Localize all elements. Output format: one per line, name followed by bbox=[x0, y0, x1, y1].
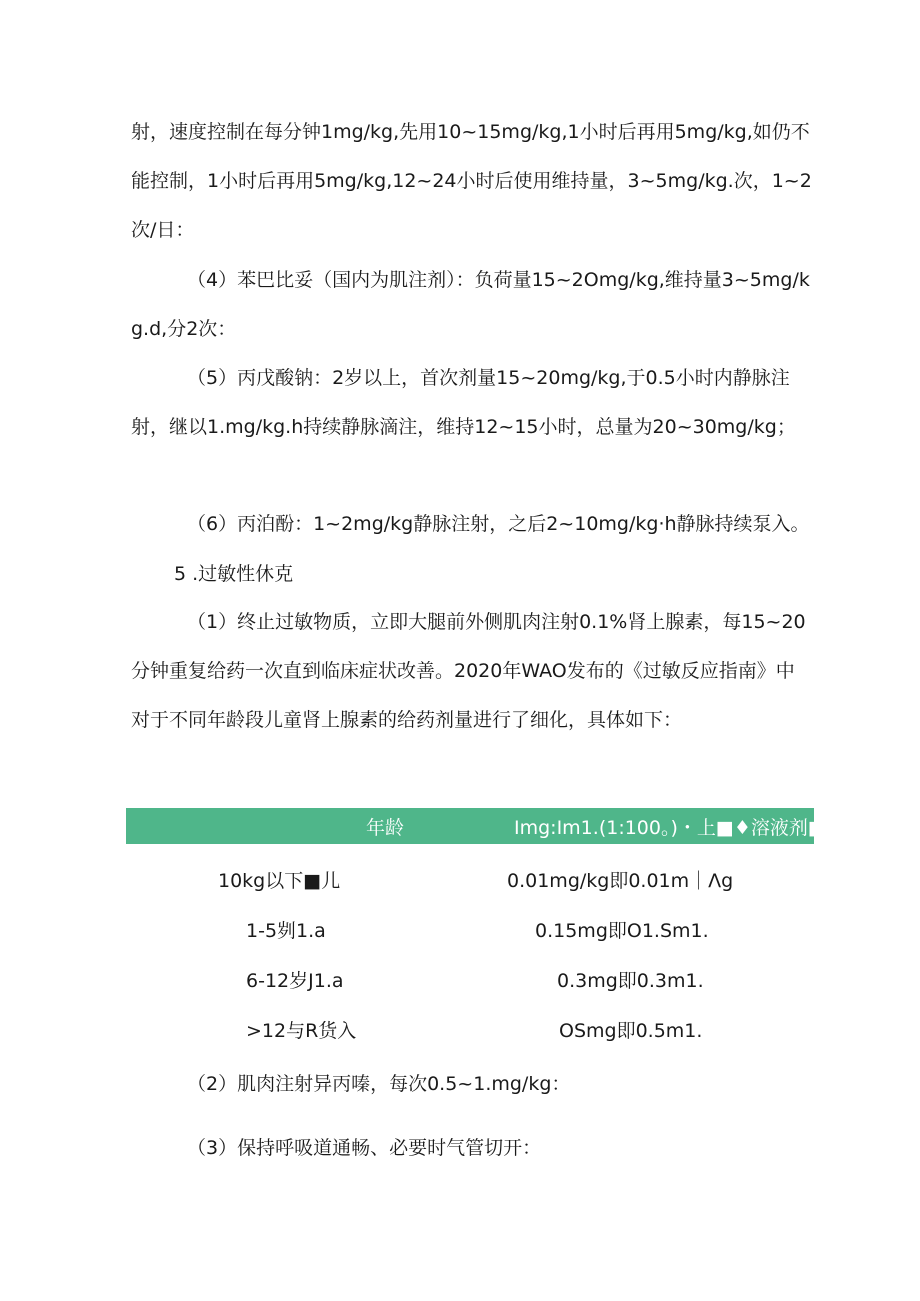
table-header-dose: Img:Im1.(1:100。)・上■♦溶液剂■ bbox=[514, 817, 826, 839]
table-cell-age: 1-5刿1.a bbox=[246, 920, 326, 942]
paragraph-propofol: （6）丙泊酚：1~2mg/kg静脉注射，之后2~10mg/kg·h静脉持续泵入。 bbox=[187, 513, 810, 535]
table-cell-age: >12与R货入 bbox=[246, 1020, 357, 1042]
table-cell-age: 10kg以下■儿 bbox=[218, 870, 341, 892]
paragraph-promethazine: （2）肌肉注射异丙嗪，每次0.5~1.mg/kg： bbox=[187, 1073, 571, 1095]
dose-table-header bbox=[126, 808, 826, 844]
table-cell-dose: 0.01mg/kg即0.01m｜Λg bbox=[507, 870, 734, 892]
paragraph-phenobarbital: （4）苯巴比妥（国内为肌注剂）：负荷量15~2Omg/kg,维持量3~5mg/kg.d,分2次： bbox=[131, 269, 810, 340]
section-heading-anaphylaxis: 5 .过敏性休克 bbox=[174, 563, 294, 585]
paragraph-epinephrine: （1）终止过敏物质，立即大腿前外侧肌肉注射0.1%肾上腺素，每15~20分钟重复给药一次直到临床症状改善。2020年WAO发布的《过敏反应指南》中对于不同年龄段儿童肾上腺素的给药剂量进行了细化，具体如下： bbox=[131, 611, 806, 731]
table-row bbox=[126, 1008, 814, 1048]
table-row bbox=[126, 858, 814, 898]
table-cell-dose: 0.15mg即O1.Sm1. bbox=[535, 920, 709, 942]
table-cell-dose: 0.3mg即0.3m1. bbox=[557, 970, 704, 992]
table-row bbox=[126, 908, 814, 948]
paragraph-status-epilepticus-dosing: 射，速度控制在每分钟1mg/kg,先用10~15mg/kg,1小时后再用5mg/kg,如仍不能控制，1小时后再用5mg/kg,12~24小时后使用维持量，3~5mg/kg.次，1~2次/日： bbox=[131, 121, 812, 241]
paragraph-airway: （3）保持呼吸道通畅、必要时气管切开： bbox=[187, 1137, 542, 1159]
table-cell-age: 6-12岁J1.a bbox=[246, 970, 344, 992]
table-row bbox=[126, 958, 814, 998]
table-header-age: 年龄 bbox=[366, 817, 405, 839]
paragraph-valproate: （5）丙戊酸钠：2岁以上，首次剂量15~20mg/kg,于0.5小时内静脉注射，继以1.mg/kg.h持续静脉滴注，维持12~15小时，总量为20~30mg/kg； bbox=[131, 367, 796, 438]
table-cell-dose: OSmg即0.5m1. bbox=[559, 1020, 703, 1042]
